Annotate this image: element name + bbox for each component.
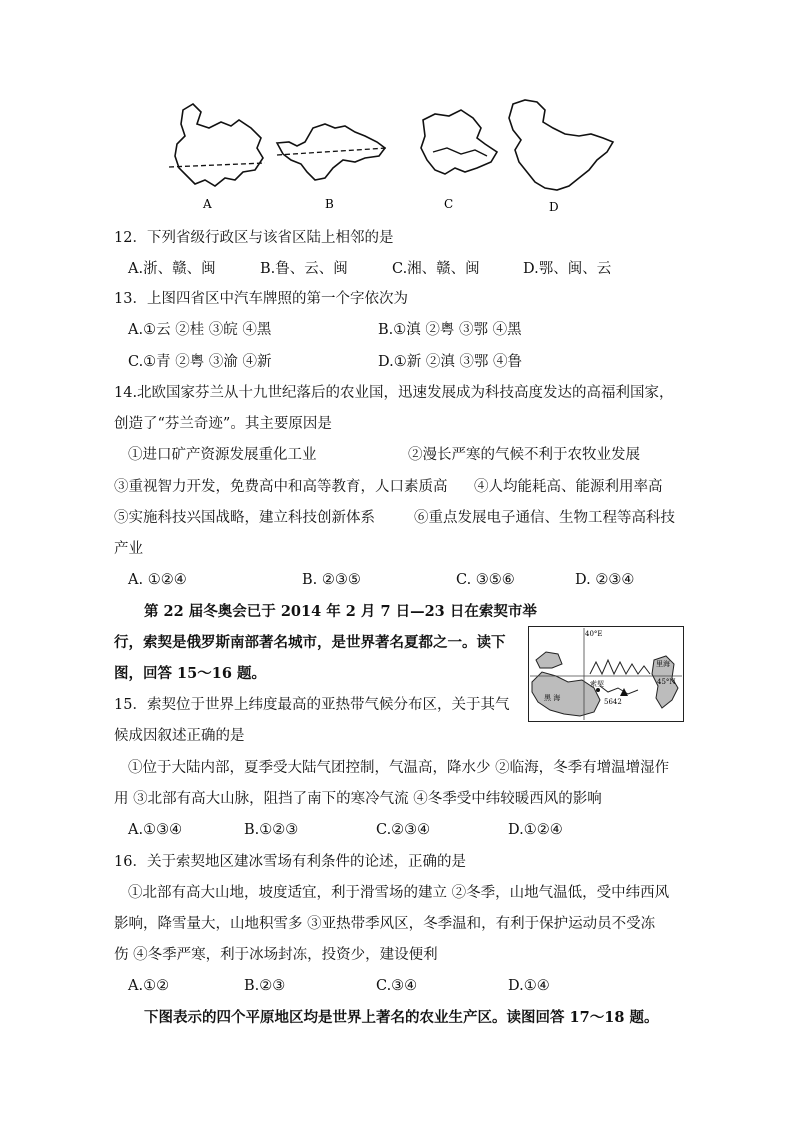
intro-15-16-line1: 第 22 届冬奥会已于 2014 年 2 月 7 日—23 日在索契市举: [144, 603, 537, 620]
question-13-option-c: C.①青 ②粤 ③渝 ④新: [128, 354, 272, 370]
map-caspian-sea-label: 里海: [656, 660, 670, 668]
question-14-option-d: D. ②③④: [575, 572, 635, 588]
map-lat-label: 45°N: [657, 678, 676, 686]
province-outline-figure: [165, 98, 625, 216]
question-14-stem-line2: 创造了“芬兰奇迹”。其主要原因是: [114, 416, 332, 432]
question-14-item-1: ①进口矿产资源发展重化工业: [128, 447, 317, 463]
question-15-body-line1: ①位于大陆内部，夏季受大陆气团控制，气温高，降水少 ②临海，冬季有增温增湿作: [128, 760, 670, 776]
intro-15-16-line3: 图，回答 15～16 题。: [114, 665, 266, 682]
province-outline-a: [175, 104, 263, 186]
question-16-option-d: D.①④: [508, 978, 550, 994]
question-12-option-a: A.浙、赣、闽: [128, 261, 216, 277]
figure-label-d: D: [549, 200, 559, 214]
figure-label-b: B: [325, 197, 334, 211]
question-14-item-3: ③重视智力开发，免费高中和高等教育，人口素质高: [114, 479, 448, 495]
question-14-item-5: ⑤实施科技兴国战略，建立科技创新体系: [114, 510, 375, 526]
question-14-option-c: C. ③⑤⑥: [456, 572, 515, 588]
province-outline-d: [509, 100, 613, 190]
question-13-stem: 13．上图四省区中汽车牌照的第一个字依次为: [114, 291, 408, 307]
question-15-option-c: C.②③④: [376, 822, 431, 838]
intro-15-16-line2: 行，索契是俄罗斯南部著名城市，是世界著名夏都之一。读下: [114, 634, 506, 651]
province-outline-b: [277, 124, 385, 180]
question-16-option-a: A.①②: [128, 978, 170, 994]
question-12-stem: 12．下列省级行政区与该省区陆上相邻的是: [114, 230, 394, 246]
question-14-item-6: ⑥重点发展电子通信、生物工程等高科技: [414, 510, 675, 526]
question-12-option-d: D.鄂、闽、云: [523, 261, 612, 277]
figure-label-c: C: [444, 197, 454, 211]
question-16-option-c: C.③④: [376, 978, 418, 994]
map-peak-label: 5642: [604, 698, 622, 706]
province-outline-c: [421, 110, 497, 174]
sochi-map: [528, 626, 684, 722]
question-13-option-a: A.①云 ②桂 ③皖 ④黑: [128, 322, 272, 338]
question-13-option-b: B.①滇 ②粤 ③鄂 ④黑: [378, 322, 522, 338]
question-12-option-c: C.湘、赣、闽: [392, 261, 480, 277]
figure-label-a: A: [203, 197, 212, 211]
intro-17-18: 下图表示的四个平原地区均是世界上著名的农业生产区。读图回答 17～18 题。: [144, 1009, 659, 1026]
question-13-option-d: D.①新 ②滇 ③鄂 ④鲁: [378, 354, 523, 370]
question-16-body-line2: 影响，降雪量大，山地积雪多 ③亚热带季风区，冬季温和，有利于保护运动员不受冻: [114, 916, 656, 932]
question-15-stem-line1: 15．索契位于世界上纬度最高的亚热带气候分布区，关于其气: [114, 697, 510, 713]
question-14-stem-line1: 14.北欧国家芬兰从十九世纪落后的农业国，迅速发展成为科技高度发达的高福利国家，: [114, 385, 674, 401]
question-14-item-6-cont: 产业: [114, 541, 143, 557]
question-15-option-d: D.①②④: [508, 822, 563, 838]
question-14-option-a: A. ①②④: [128, 572, 187, 588]
question-12-option-b: B.鲁、云、闽: [260, 261, 348, 277]
question-16-stem: 16．关于索契地区建冰雪场有利条件的论述，正确的是: [114, 854, 466, 870]
question-15-body-line2: 用 ③北部有高大山脉，阻挡了南下的寒冷气流 ④冬季受中纬较暖西风的影响: [114, 791, 602, 807]
question-15-option-b: B.①②③: [244, 822, 299, 838]
question-15-stem-line2: 候成因叙述正确的是: [114, 728, 245, 744]
question-14-item-2: ②漫长严寒的气候不利于农牧业发展: [408, 447, 640, 463]
question-14-item-4: ④人均能耗高、能源利用率高: [474, 479, 663, 495]
map-sochi-label: 索契: [590, 680, 604, 688]
question-16-body-line1: ①北部有高大山地，坡度适宜，利于滑雪场的建立 ②冬季，山地气温低，受中纬西风: [128, 885, 670, 901]
question-16-body-line3: 伤 ④冬季严寒，利于冰场封冻，投资少，建设便利: [114, 947, 438, 963]
map-lon-label: 40°E: [585, 630, 603, 638]
map-black-sea-label: 黑 海: [544, 694, 561, 702]
question-16-option-b: B.②③: [244, 978, 286, 994]
sochi-city-marker-icon: [596, 688, 600, 692]
question-15-option-a: A.①③④: [128, 822, 183, 838]
question-14-option-b: B. ②③⑤: [302, 572, 361, 588]
